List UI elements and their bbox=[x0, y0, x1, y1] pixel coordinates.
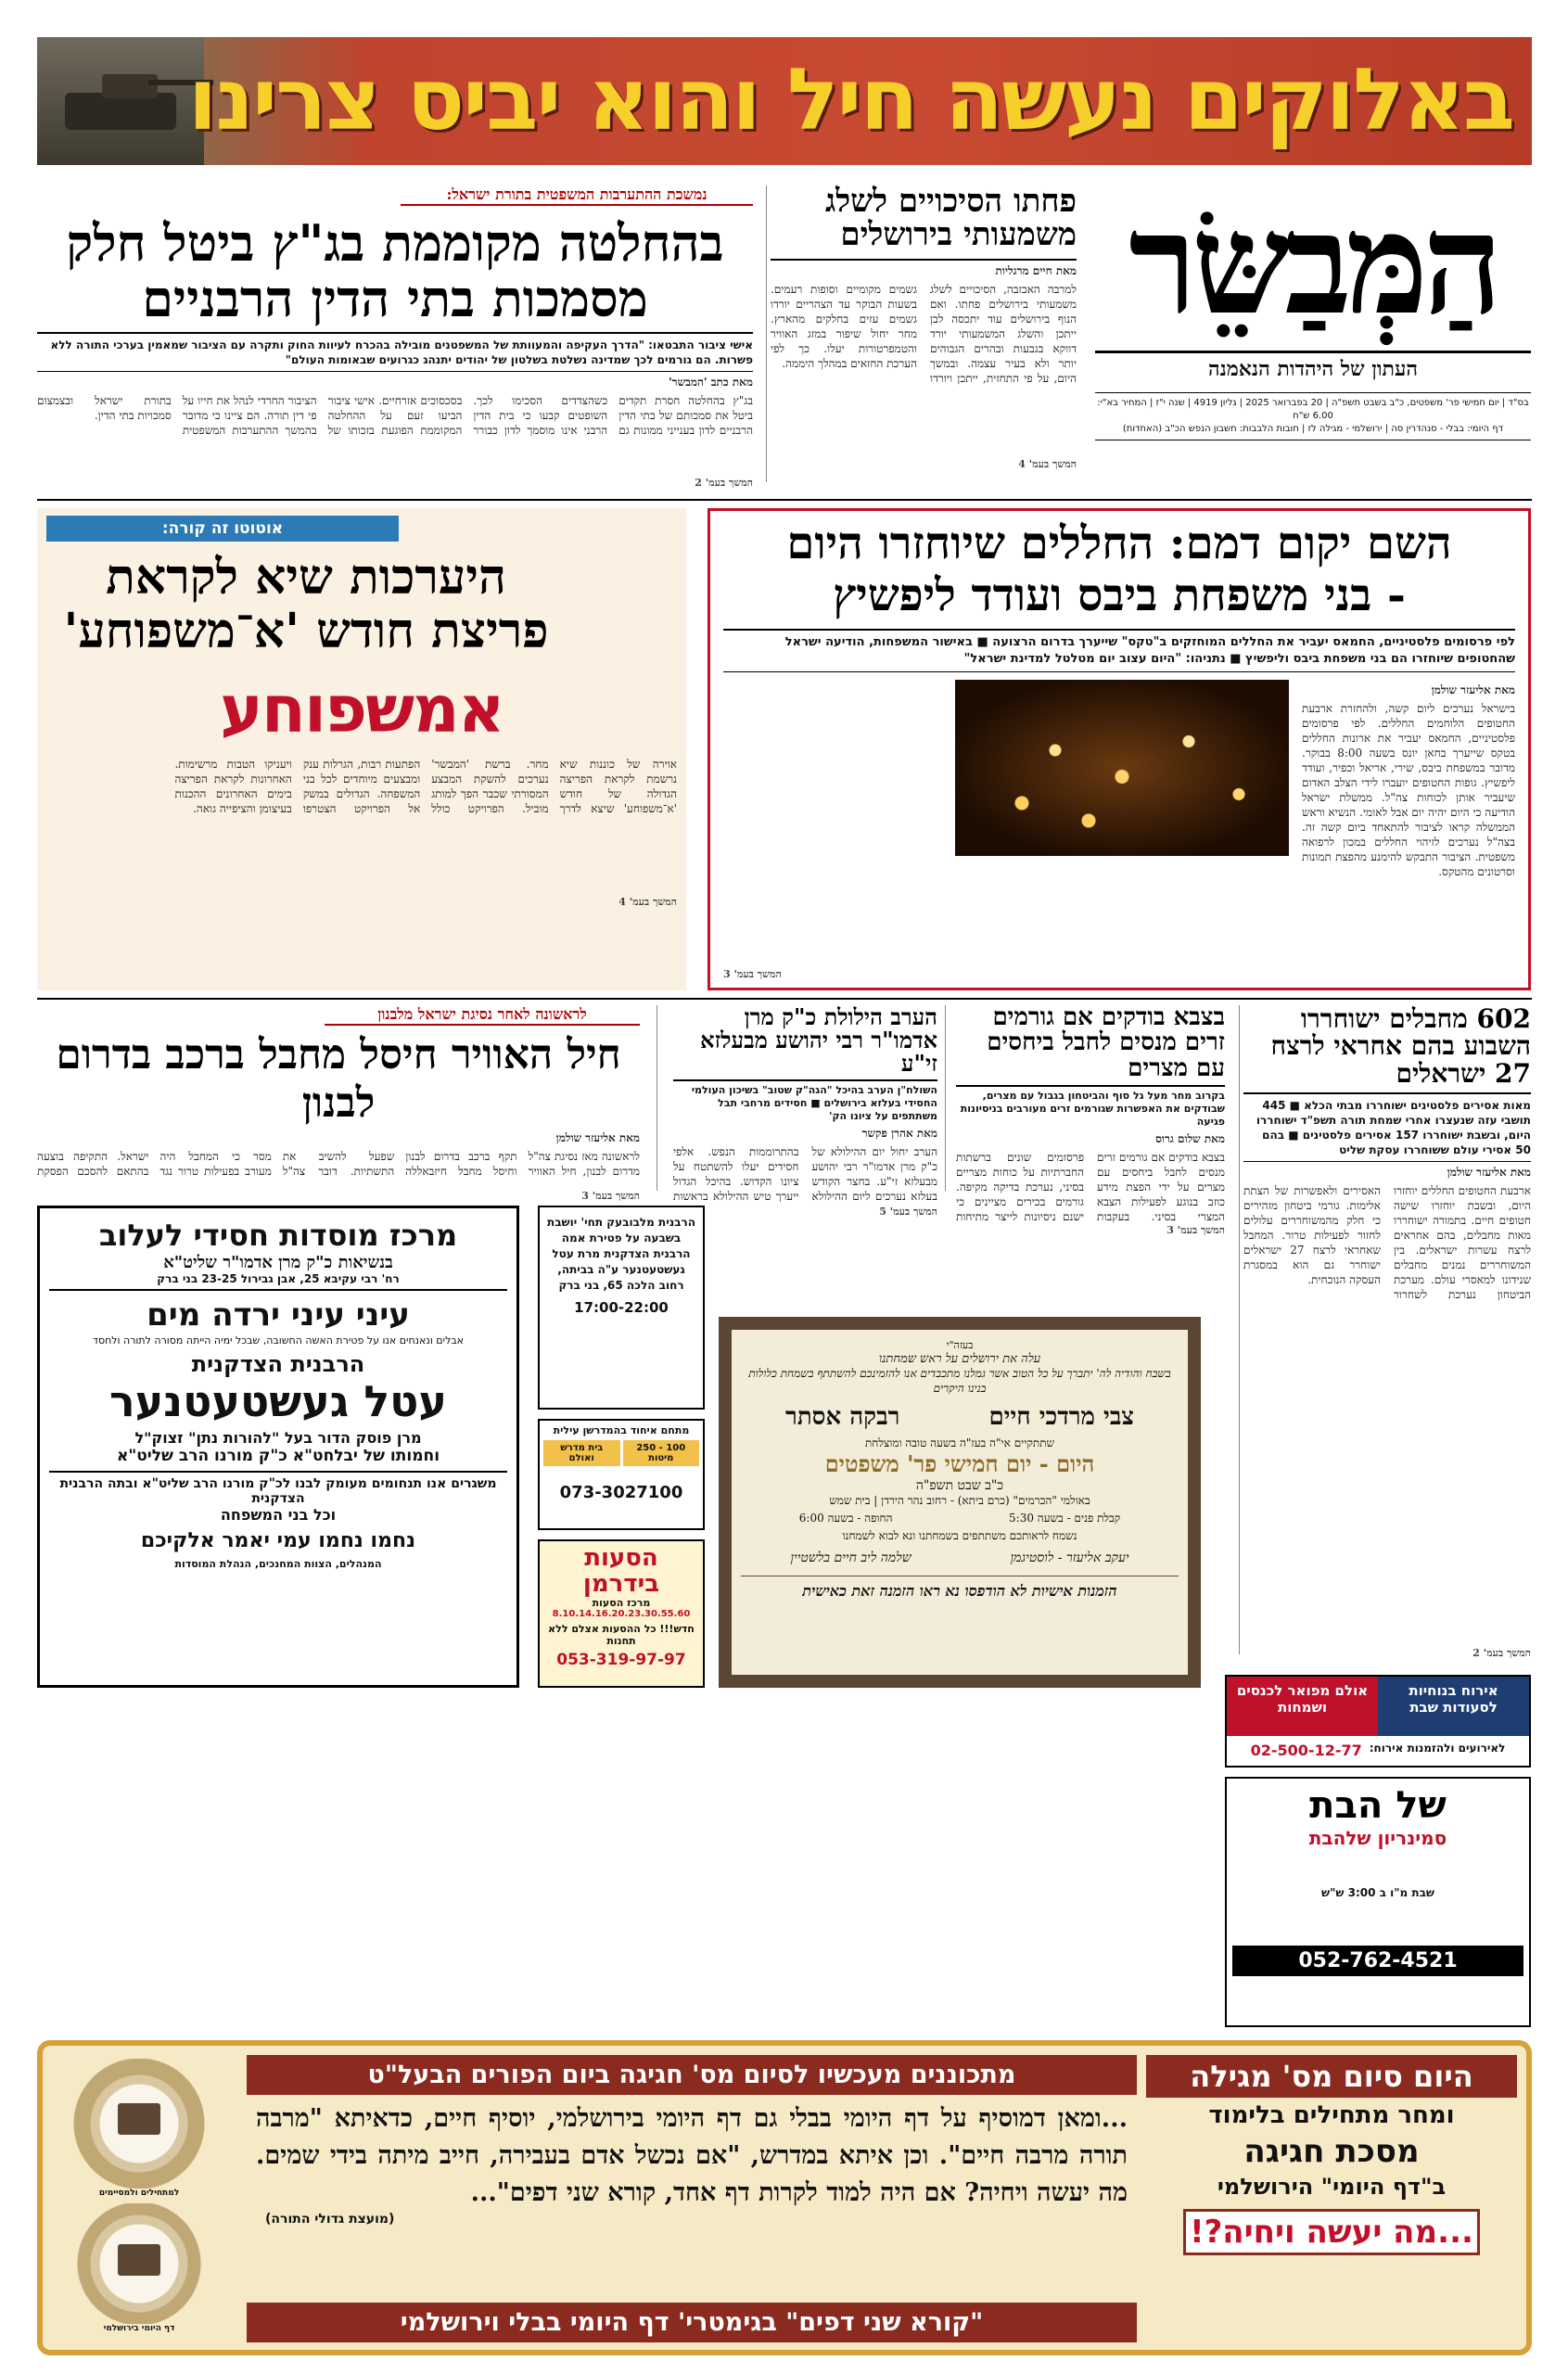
story-mishpocha-more[interactable]: המשך בעמ' 4 bbox=[618, 896, 677, 908]
bottom-body: ...ומאן דמוסיף על דף היומי בבלי גם דף היומי בירושלמי, יוסיף חיים, כדאיתא "מרבה תורה מרבה חיים". וכן איתא במדרש, "אם נכשל אדם בעבירה, חייב מיתה בידי שמים. מה יעשה ויחיה? אם היה למוד לקרות דף אחד, קורא שני דפים"... bbox=[256, 2104, 1128, 2207]
masthead-offices: דף היומי: בבלי - סנהדרין סה | ירושלמי - מגילה לז | חובות הלבבות: חשבון הנפש הכ"ב (האחדות) bbox=[1095, 423, 1531, 440]
ad-lelov-sign: המנהלים, הצוות המחנכים, הנהלת המוסדות bbox=[174, 1558, 382, 1570]
badge-1: למתחילים ולמסיימים bbox=[98, 2189, 180, 2198]
ad-wedding-chuppah: החופה - בשעה 6:00 bbox=[798, 1512, 893, 1525]
story-snow-headline: פחתו הסיכויים לשלג משמעותי בירושלים bbox=[771, 185, 1077, 261]
ad-lelov-mourn: עיני עיני ירדה מים bbox=[147, 1296, 410, 1334]
ad-lelov-body: אבלים ונאנחים אנו על פטירת האשה החשובה, שבכל ימיה הייתה מסורה לתורה ולחסד bbox=[92, 1334, 465, 1347]
ad-bus-subtitle: מרכז הסעות bbox=[592, 1597, 651, 1609]
ad-lelov-address: רח' רבי עקיבא 25, אבן גבירול 23-25 בני ברק bbox=[49, 1272, 507, 1291]
banner-slogan: באלוקים נעשה חיל והוא יביס צרינו bbox=[187, 50, 1513, 149]
masthead bbox=[1095, 185, 1531, 491]
talmud-emblem-2 bbox=[70, 2203, 209, 2324]
ad-bus-times: 8.10.14.16.20.23.30.55.60 bbox=[552, 1609, 691, 1619]
ad-transport-cell-2: בית מדרש ואולם bbox=[543, 1440, 620, 1466]
ad-lelov-line5: משגרים אנו תנחומים מעומק לבנו לכ"ק מורנו הרב שליט"א ובתה הרבנית הצדקנית bbox=[49, 1471, 507, 1506]
ad-shiva-text: הרבנית מלבובעק תחי' יושבת בשבעה על פטירת אמה הרבנית הצדקנית מרת עטל געשטעטנער ע"ה בביתה, רחוב הלכה 65, בני ברק bbox=[547, 1216, 695, 1292]
bottom-top-banner: מתכוננים מעכשיו לסיום מס' חגיגה ביום הפורים הבעל"ט bbox=[247, 2055, 1137, 2095]
story-hilula-headline: הערב הילולת כ"ק מרן אדמו"ר רבי יהושע מבעלזא זי"ע bbox=[700, 1003, 937, 1078]
bottom-banner bbox=[37, 2040, 1532, 2355]
ad-transport[interactable] bbox=[538, 1419, 705, 1530]
ad-wedding-venue: באולמי "הכרמים" (כרם ביתא) - רחוב נהר הירדן | בית שמש bbox=[829, 1494, 1090, 1507]
ad-lelov-line3: מרן פוסק הדור בעל "להורות נתן" זצוק"ל bbox=[134, 1429, 422, 1447]
story-dam-subhead: לפי פרסומים פלסטיניים, החמאס יעביר את החללים המוחזקים ב"טקס" שייערך בדרום הרצועה ■ באישור המשפחות, הודיעה ישראל שהחטופים שיוחזרו הם בני משפחת ביבס וליפשיץ ■ נתניהו: "היום עצוב יום מטלטל למדינת ישראל" bbox=[723, 629, 1515, 672]
mishpocha-logo: אמשפוחע bbox=[220, 671, 504, 747]
ad-halls-left: אולם מפואר לכנסים ושמחות bbox=[1227, 1677, 1378, 1736]
banner-photo-tank bbox=[37, 37, 204, 165]
story-602-headline: 602 מחבלים ישוחררו השבוע בהם אחראי לרצח 27 ישראלים bbox=[1270, 1003, 1531, 1089]
story-tzava-byline: מאת שלום גרוס bbox=[1155, 1131, 1225, 1145]
ad-bus-phone[interactable]: 053-319-97-97 bbox=[556, 1651, 686, 1669]
ad-seminar-title: סמינריון שלהבת bbox=[1308, 1827, 1447, 1849]
story-court-headline: בהחלטה מקוממת בג"ץ ביטל חלק מסמכות בתי הדין הרבניים bbox=[66, 213, 724, 328]
ad-transport-title: מתחם איחוד בהמדרשן עילית bbox=[553, 1424, 690, 1436]
bottom-right-block bbox=[1146, 2055, 1517, 2342]
story-tzava-headline: בצבא בודקים אם גורמים זרים מנסים לחבל ביחסים עם מצרים bbox=[987, 1003, 1225, 1082]
bottom-left-cta[interactable]: ...מה יעשה ויחיה?! bbox=[1183, 2209, 1480, 2255]
story-tzava-subhead: בקרוב מחר מעל גל סוף והביטחון בגבול עם מצרים, שבודקים את האפשרות שגורמים זרים מעורבים בניסיונות פגיעה bbox=[956, 1085, 1225, 1129]
ad-seminar-note: שבת מ"ו ב 3:00 ש"ש bbox=[1320, 1886, 1435, 1899]
story-602-byline: מאת אליעזר שולמן bbox=[1447, 1166, 1531, 1180]
story-court-more[interactable]: המשך בעמ' 2 bbox=[695, 477, 753, 489]
book-icon bbox=[118, 2103, 160, 2135]
story-hilula-byline: מאת אהרן פקשר bbox=[861, 1126, 937, 1140]
ad-lelov-subtitle: בנשיאות כ"ק מרן אדמו"ר שליט"א bbox=[163, 1253, 393, 1272]
story-dam-byline: מאת אליעזר שולמן bbox=[1431, 683, 1515, 696]
story-mishpocha-kicker: אוטוטו זה קורה: bbox=[46, 516, 399, 542]
masthead-dateline: בס"ד | יום חמישי פר' משפטים, כ"ב בשבט תשפ"ה | 20 בפברואר 2025 | גליון 4919 | שנה י"ז | המחיר בא"י: 6.00 ש"ח bbox=[1095, 392, 1531, 423]
bottom-emblems bbox=[56, 2059, 223, 2337]
ad-halls[interactable] bbox=[1225, 1675, 1531, 1768]
badge-2: דף היומי בירושלמי bbox=[103, 2324, 175, 2333]
talmud-emblem-1 bbox=[70, 2059, 209, 2189]
ad-wedding-date-line: שתתקיים אי"ה בעז"ה בשעה טובה ומוצלחת bbox=[864, 1436, 1055, 1449]
masthead-title: הַמְּבַשֵּׂר bbox=[1128, 183, 1498, 346]
bottom-left-title: היום סיום מס' מגילה bbox=[1146, 2055, 1517, 2098]
story-tzava-more[interactable]: המשך בעמ' 3 bbox=[1166, 1223, 1225, 1236]
story-602-body: ארבעת החטופים החללים יוחזרו היום, ובשבת יוחזרו שישה חטופים חיים. בתמורה ישוחררו מאות מחבלים, בהם אחראים לרצח עשרות ישראלים. בין המשוחררים נמנים מחבלים שנידונו למאסרי עולם. מערכת הביטחון נערכת לשחרור האסירים ולאפשרות של הצתת אלימות. גורמי ביטחון מזהירים כי חלק מהמשוחררים עלולים לחזור לפעילות טרור. המחבל שאחראי לרצח 27 ישראלים ישוחרר גם הוא במסגרת העסקה הנוכחית. bbox=[1243, 1184, 1531, 1302]
ad-bus[interactable] bbox=[538, 1539, 705, 1688]
ad-wedding-line1: בעזה"י bbox=[946, 1339, 974, 1351]
story-snow-body: למרבה האכזבה, הסיכויים לשלג משמעותי בירושלים פחתו. ואם הנוף בירושלים עוד יתכסה לבן ייתכן והשלג המשמעותי יורד דווקא בגבעות ובהרים הגבוהים יותר ולא בעיר עצמה. ובמשך היום, על פי התחזית, ייתכן ויורדו גשמים מקומיים וסופות רעמים. בשעות הבוקר עד הצהריים יורדו גשמים עזים בחלקים מהארץ. מחר יחול שיפור במזג האוויר והטמפרטורות יעלו. כך לפי הערכת החזאים במהלך היממה. bbox=[771, 283, 1077, 386]
ad-wedding-invite: נשמח לראותכם משתתפים בשמחתנו ונא לבוא לשמחנו bbox=[842, 1529, 1077, 1542]
story-heyl-body: לראשונה מאז נסיגת צה"ל מדרום לבנון, חיל האוויר תקף ברכב בדרום לבנון וחיסל מחבל חיזבאללה שפעל להשיב את התשתיות. דובר צה"ל מסר כי המחבל היה מעורב בפעילות טרור נגד ישראל. התקיפה בוצעה בהתאם להסכם הפסקת bbox=[37, 1150, 640, 1178]
ad-shiva-hours: 17:00-22:00 bbox=[574, 1299, 669, 1316]
book-icon bbox=[118, 2244, 160, 2276]
story-mishpocha-headline: היערכות שיא לקראת פריצת חודש 'א־משפוחע' bbox=[63, 549, 549, 659]
ad-seminar-phone[interactable]: 052-762-4521 bbox=[1232, 1946, 1523, 1976]
story-602-more[interactable]: המשך בעמ' 2 bbox=[1472, 1647, 1531, 1660]
story-hilula-more[interactable]: המשך בעמ' 5 bbox=[879, 1205, 937, 1218]
story-tzava bbox=[956, 1003, 1225, 1236]
ad-wedding-parents-2: שלמה ליב חיים בלשטיין bbox=[790, 1551, 911, 1565]
story-602-subhead: מאות אסירים פלסטינים ישוחררו מבתי הכלא ■ 445 תושבי עזה שנעצרו אחרי שמחת תורה תשפ"ד ישוחררו היום, ובשבת ישוחררו 157 אסירים פלסטינים ■ בהם 50 אסירי עולם ששוחררו עסקת שליט bbox=[1243, 1092, 1531, 1162]
ad-wedding-parents-1: יעקב אליעזר - לוסטיגמן bbox=[1010, 1551, 1129, 1565]
bottom-center-block bbox=[247, 2055, 1137, 2342]
ad-lelov-line6: וכל בני המשפחה bbox=[220, 1506, 337, 1524]
story-dam bbox=[708, 508, 1531, 990]
ad-wedding-line2: עלה את ירושלים על ראש שמחתנו bbox=[878, 1352, 1041, 1366]
ad-bus-title: הסעות בידרמן bbox=[582, 1544, 660, 1598]
ad-lelov[interactable] bbox=[37, 1206, 519, 1688]
story-heyl-more[interactable]: המשך בעמ' 3 bbox=[581, 1190, 640, 1202]
story-court-kicker: נמשכת ההתערבות המשפטית בתורת ישראל: bbox=[401, 185, 753, 206]
ad-wedding-date: היום - יום חמישי פר' משפטים bbox=[824, 1450, 1095, 1477]
story-court-body: בג"ץ בהחלטה חסרת תקדים ביטל את סמכותם של בתי הדין הרבניים לדון בענייני ממונות גם כשהצדדים הסכימו לכך. השופטים קבעו כי בית הדין הרבני אינו מוסמך לדון כבורר בסכסוכים אזרחיים. אישי ציבור הביעו זעם על ההחלטה המקוממת הפוגעת בזכותו של הציבור החרדי לנהל את חייו על פי דין תורה. הם ציינו כי מדובר בהמשך ההתערבות המשפטית בתורת ישראל ובצמצום סמכויות בתי הדין. bbox=[37, 394, 753, 437]
ad-lelov-line4: וחמותו של יבלחט"א כ"ק מורנו הרב שליט"א bbox=[116, 1447, 440, 1465]
ad-transport-phone[interactable]: 073-3027100 bbox=[559, 1483, 683, 1502]
ad-seminar[interactable] bbox=[1225, 1777, 1531, 2027]
story-heyl-headline: חיל האוויר חיסל מחבל ברכב בדרום לבנון bbox=[56, 1031, 621, 1127]
ad-wedding-date2: כ"ב שבט תשפ"ה bbox=[915, 1478, 1004, 1493]
bottom-source: (מועצת גדולי התורה) bbox=[265, 2212, 395, 2227]
ad-bus-note: חדש!!! כל ההסעות אצלם ללא תחנות bbox=[548, 1623, 695, 1647]
ad-lelov-title2: הרבנית הצדקנית bbox=[191, 1351, 365, 1377]
ad-halls-right: אירוח בנוחיות לסעודות שבת bbox=[1378, 1677, 1529, 1736]
ad-wedding-line3: בשבח והודיה לה' יתברך על כל הטוב אשר גמלנו מתכבדים אנו להזמינכם להשתתף בשמחת כלולות בנינו היקרים bbox=[748, 1367, 1171, 1395]
ad-lelov-consol: נחמו נחמו עמי יאמר אלקיכם bbox=[140, 1529, 416, 1552]
story-mishpocha bbox=[37, 508, 686, 990]
candles-photo bbox=[955, 680, 1289, 856]
story-dam-more[interactable]: המשך בעמ' 3 bbox=[723, 968, 782, 980]
ad-lelov-name: עטל געשטעטנער bbox=[108, 1376, 448, 1426]
ad-shiva[interactable] bbox=[538, 1206, 705, 1410]
top-banner bbox=[37, 37, 1532, 165]
story-snow bbox=[771, 185, 1077, 491]
ad-wedding-bride: רבקה אסתר bbox=[785, 1403, 900, 1431]
bottom-left-big: מסכת חגיגה bbox=[1243, 2133, 1420, 2170]
story-602 bbox=[1243, 1005, 1531, 1691]
ad-transport-cell-1: 100 - 250 מיטות bbox=[623, 1440, 700, 1466]
story-court-byline: מאת כתב 'המבשר' bbox=[669, 376, 753, 389]
bottom-left-quote: ב"דף היומי" הירושלמי bbox=[1217, 2174, 1447, 2200]
ad-wedding[interactable] bbox=[719, 1317, 1201, 1688]
ad-wedding-kabbalas: קבלת פנים - בשעה 5:30 bbox=[1009, 1512, 1121, 1525]
bottom-bottom-banner: "קורא שני דפים" בגימטרי' דף היומי בבלי וירושלמי bbox=[247, 2303, 1137, 2342]
story-dam-headline-2: - בני משפחת ביבס ועודד ליפשיץ bbox=[833, 569, 1406, 622]
ad-seminar-brand: של הבת bbox=[1309, 1784, 1447, 1827]
ad-lelov-title: מרכז מוסדות חסידי לעלוב bbox=[98, 1218, 458, 1253]
story-snow-byline: מאת חיים מרגליות bbox=[995, 264, 1077, 278]
story-hilula bbox=[673, 1003, 937, 1218]
ad-halls-phone[interactable]: 02-500-12-77 bbox=[1250, 1742, 1362, 1759]
story-dam-headline-1: השם יקום דמם: החללים שיוחזרו היום bbox=[786, 517, 1452, 569]
ad-wedding-groom: צבי מרדכי חיים bbox=[988, 1403, 1134, 1431]
story-hilula-subhead: השולח"ן הערב בהיכל "הגה"ק שטוב" בשיכון העולמי החסידי בעלזא בירושלים ■ חסידים מרחבי תבל משתתפים על ציונו הק' bbox=[673, 1079, 937, 1123]
masthead-tagline: העתון של היהדות הנאמנה bbox=[1095, 351, 1531, 381]
ad-halls-label: לאירועים ולהזמנות אירוח: bbox=[1369, 1742, 1506, 1755]
story-hilula-body: הערב יחול יום ההילולא של כ"ק מרן אדמו"ר רבי יהושע מבעלזא זי"ע. בחצר הקודש בעלזא נערכים ליום ההילולא בהתרוממות הנפש. אלפי חסידים יעלו להשתטח על ציונו הקדוש. בהיכל הגדול ייערך טיש ההילולא בראשות bbox=[673, 1144, 937, 1203]
ad-wedding-footer: הזמנות אישיות לא הודפסו נא ראו הזמנה זאת כאישית bbox=[741, 1576, 1179, 1601]
story-heyl-kicker: לראשונה לאחר נסיגת ישראל מלבנון bbox=[325, 1005, 640, 1026]
bottom-left-sub: ומחר מתחילים בלימוד bbox=[1208, 2101, 1455, 2129]
story-court-subhead: אישי ציבור התבטאו: "הדרך העקיפה והמעוותת של המשפטנים מובילה בהכרח לעיוות החוק ותקרה עם הציבור שמאמין בערכי התורה ללא פשרות. הם גורמים לכך שמדינה נשלטת בשלטון של יהודים יתנהג כגרועים שבאומות העולם" bbox=[37, 332, 753, 372]
story-heyl-byline: מאת אליעזר שולמן bbox=[555, 1131, 640, 1144]
story-mishpocha-body: אוירה של כוננות שיא נרשמת לקראת הפריצה הגדולה של חודש 'א־משפוחע' שיצא לדרך מחר. ברשת 'המבשר' נערכים להשקת המבצע המסורתי שכבר הפך למותג מוביל. הפרויקט כולל הפתעות רבות, הגרלות ענק ומבצעים מיוחדים לכל בני המשפחה. הגדולים במשק אל הפרויקט הצטרפו ויעניקו הטבות מרשימות. האחרונות לקראת הפריצה בימים האחרונים ההכנות בעיצומן והציפייה גואה. bbox=[174, 758, 677, 815]
story-tzava-body: בצבא בודקים אם גורמים זרים מנסים לחבל ביחסים עם מצרים על ידי הפצת מידע כוזב בנוגע לפעילות הצבא המצרי בסיני. בעקבות פרסומים שונים ברשתות החברתיות על כוחות מצריים בסיני, נערכת בדיקה מקיפה. גורמים בכירים מציינים כי ישנם ניסיונות לייצר מתיחות bbox=[956, 1150, 1225, 1223]
story-heyl bbox=[37, 1005, 640, 1202]
story-snow-more[interactable]: המשך בעמ' 4 bbox=[1018, 458, 1077, 471]
story-dam-body: בישראל נערכים ליום קשה, ולהחזרת ארבעת החטופים הלוחמים החללים. לפי פרסומים פלסטיניים, החמאס יעביר את ארונות החללים בטקס שייערך בחאן יונס בשעה 8:00 בבוקר. מדובר במשפחת ביבס, שירי, אריאל וכפיר, ועודד ליפשיץ. גופות החטופים יועברו לידי הצלב האדום שיעביר אותן לכוחות צה"ל. ממשלת ישראל הודיעה כי היום יהיה יום אבל לאומי. הנשיא וראש הממשלה קראו לציבור להתאחד ביום קשה זה. בצה"ל נערכים לזיהוי החללים במכון לרפואה משפטית. הציבור התבקש להימנע מהפצת תמונות וסרטונים מהטקס. bbox=[1302, 701, 1515, 878]
story-court bbox=[37, 185, 753, 491]
